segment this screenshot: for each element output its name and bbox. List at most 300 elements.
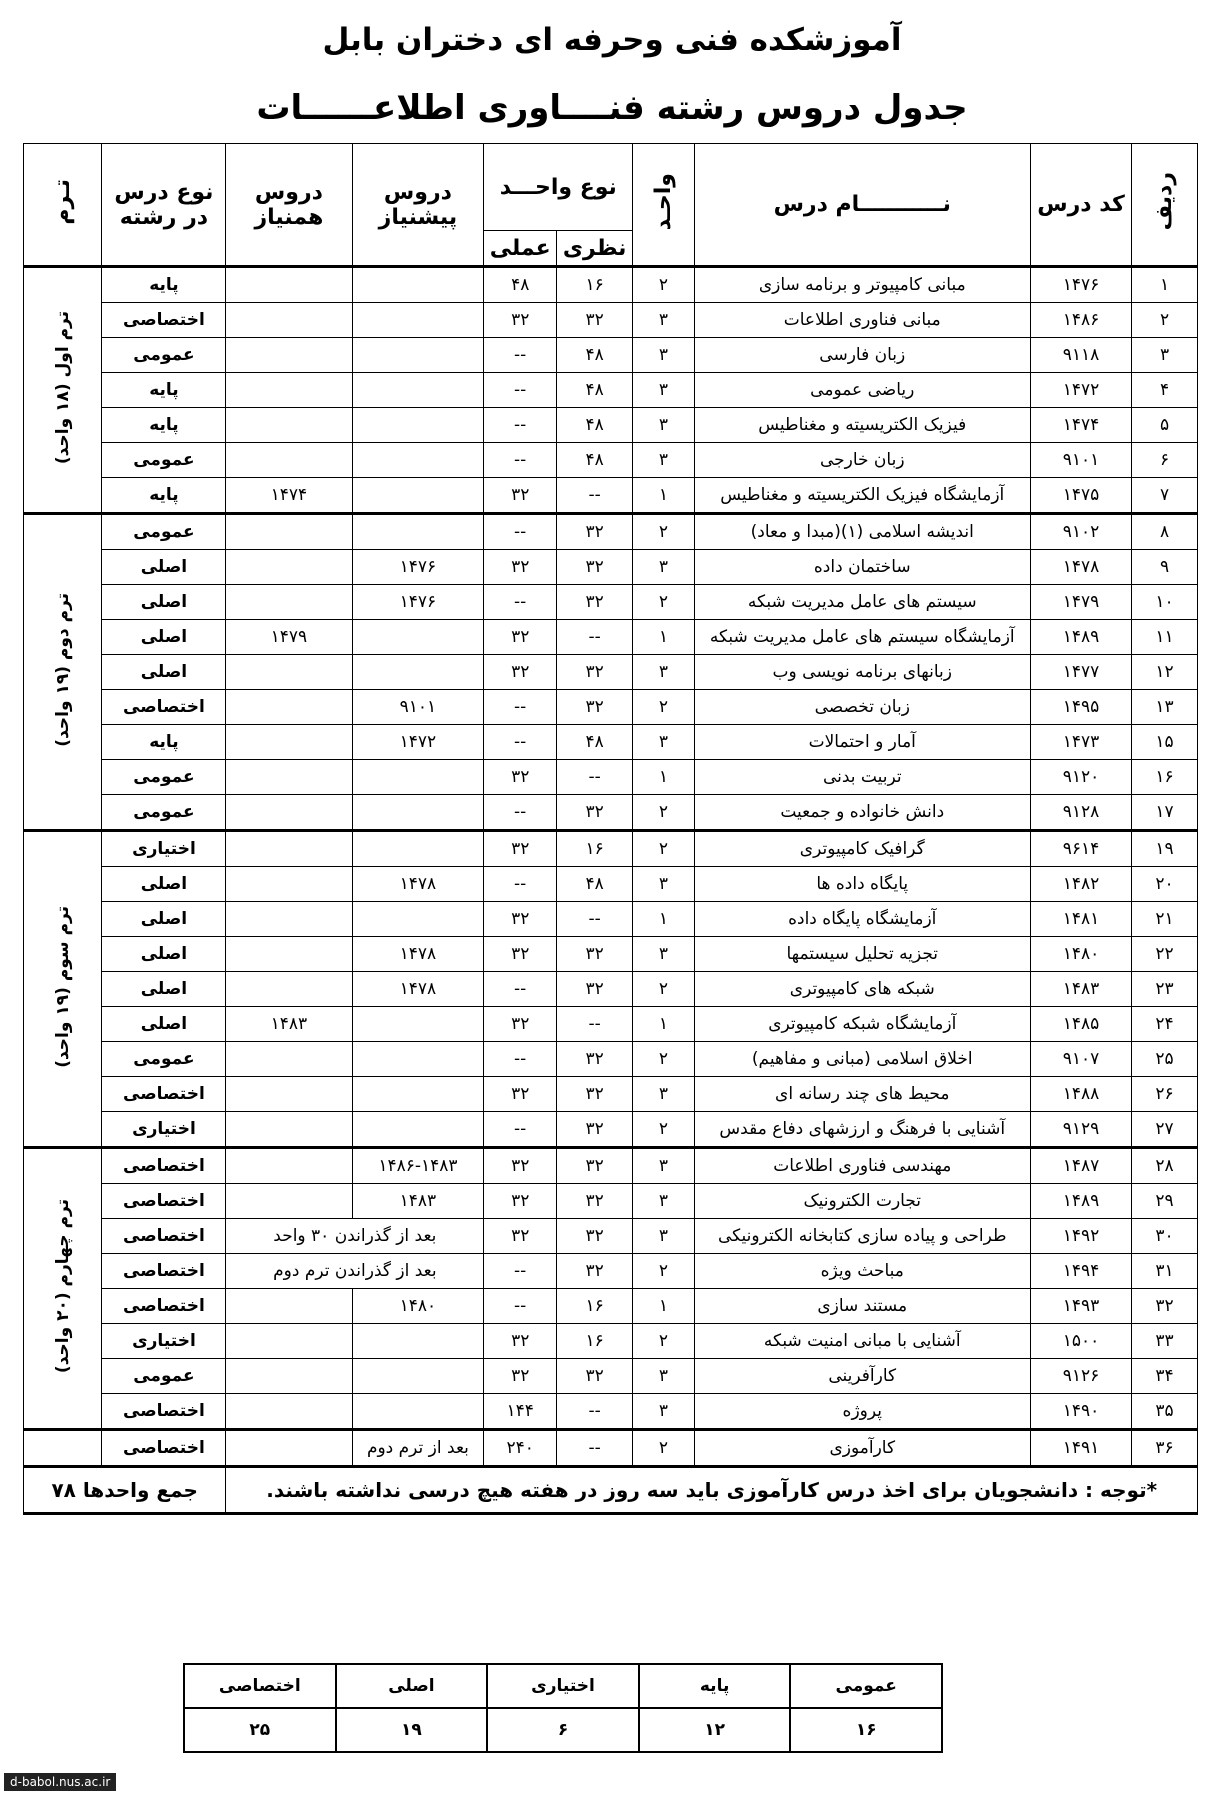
term-label: ترم چهارم (۲۰ واحد) <box>24 1148 102 1430</box>
table-row <box>24 1042 1198 1077</box>
corequisite <box>226 1324 352 1359</box>
prerequisite <box>352 443 484 478</box>
theory-hours: ۳۲ <box>557 1112 633 1148</box>
practical-hours: ۳۲ <box>484 655 557 690</box>
table-row <box>24 1148 1198 1184</box>
course-name: پروژه <box>694 1394 1030 1430</box>
summary-label: عمومی <box>790 1664 942 1708</box>
course-code: ۱۴۸۱ <box>1030 902 1131 937</box>
practical-hours: ۳۲ <box>484 902 557 937</box>
corequisite <box>226 550 352 585</box>
prerequisite <box>352 514 484 550</box>
summary-label: پایه <box>639 1664 791 1708</box>
course-type: اختصاصی <box>102 1289 226 1324</box>
corequisite <box>226 1042 352 1077</box>
theory-hours: ۱۶ <box>557 267 633 303</box>
course-name: زبانهای برنامه نویسی وب <box>694 655 1030 690</box>
theory-hours: ۳۲ <box>557 1254 633 1289</box>
table-row <box>24 831 1198 867</box>
course-units: ۲ <box>633 1254 694 1289</box>
corequisite <box>226 267 352 303</box>
course-units: ۲ <box>633 514 694 550</box>
theory-hours: ۳۲ <box>557 655 633 690</box>
corequisite <box>226 303 352 338</box>
table-row <box>24 1112 1198 1148</box>
course-code: ۱۴۷۸ <box>1030 550 1131 585</box>
course-units: ۲ <box>633 831 694 867</box>
summary-label: اختیاری <box>487 1664 639 1708</box>
theory-hours: ۴۸ <box>557 443 633 478</box>
page-title: آموزشکده فنی وحرفه ای دختران بابل <box>322 22 902 58</box>
course-units: ۲ <box>633 267 694 303</box>
course-name: پایگاه داده ها <box>694 867 1030 902</box>
practical-hours: ۳۲ <box>484 1324 557 1359</box>
table-row <box>24 760 1198 795</box>
course-name: آزمایشگاه فیزیک الکتریسیته و مغناطیس <box>694 478 1030 514</box>
prerequisite <box>352 831 484 867</box>
course-name: تربیت بدنی <box>694 760 1030 795</box>
course-type: اختصاصی <box>102 1219 226 1254</box>
course-type: پایه <box>102 478 226 514</box>
practical-hours: -- <box>484 795 557 831</box>
course-units: ۱ <box>633 1007 694 1042</box>
row-number: ۳۴ <box>1132 1359 1198 1394</box>
practical-hours: -- <box>484 725 557 760</box>
course-name: کارآموزی <box>694 1430 1030 1467</box>
course-name: ساختمان داده <box>694 550 1030 585</box>
row-number: ۳ <box>1132 338 1198 373</box>
course-name: تجزیه تحلیل سیستمها <box>694 937 1030 972</box>
theory-hours: ۴۸ <box>557 725 633 760</box>
prerequisite: ۱۴۷۸ <box>352 937 484 972</box>
practical-hours: -- <box>484 408 557 443</box>
course-code: ۱۴۸۳ <box>1030 972 1131 1007</box>
course-name: اندیشه اسلامی (۱)(مبدا و معاد) <box>694 514 1030 550</box>
course-type: اختصاصی <box>102 1430 226 1467</box>
corequisite <box>226 1394 352 1430</box>
theory-hours: ۳۲ <box>557 1359 633 1394</box>
row-number: ۱۳ <box>1132 690 1198 725</box>
theory-hours: -- <box>557 1430 633 1467</box>
course-type: عمومی <box>102 760 226 795</box>
course-units: ۱ <box>633 620 694 655</box>
course-units: ۳ <box>633 1184 694 1219</box>
table-row <box>24 902 1198 937</box>
theory-hours: -- <box>557 1394 633 1430</box>
course-units: ۱ <box>633 478 694 514</box>
practical-hours: ۳۲ <box>484 1184 557 1219</box>
theory-hours: ۴۸ <box>557 338 633 373</box>
row-number: ۳۰ <box>1132 1219 1198 1254</box>
prerequisite <box>352 1359 484 1394</box>
course-units: ۱ <box>633 902 694 937</box>
prerequisite <box>352 1077 484 1112</box>
course-type: عمومی <box>102 338 226 373</box>
course-code: ۱۴۷۹ <box>1030 585 1131 620</box>
corequisite <box>226 1430 352 1467</box>
practical-hours: ۳۲ <box>484 1219 557 1254</box>
prerequisite <box>352 303 484 338</box>
prerequisite <box>352 1112 484 1148</box>
course-code: ۹۱۲۰ <box>1030 760 1131 795</box>
course-code: ۹۱۰۲ <box>1030 514 1131 550</box>
corequisite <box>226 972 352 1007</box>
header-code: کد درس <box>1030 144 1131 267</box>
theory-hours: -- <box>557 760 633 795</box>
course-units: ۲ <box>633 972 694 1007</box>
table-row <box>24 1324 1198 1359</box>
course-name: شبکه های کامپیوتری <box>694 972 1030 1007</box>
course-type: اصلی <box>102 655 226 690</box>
course-code: ۱۴۸۰ <box>1030 937 1131 972</box>
course-type: اختیاری <box>102 831 226 867</box>
corequisite <box>226 1077 352 1112</box>
prerequisite: ۱۴۷۶ <box>352 585 484 620</box>
corequisite <box>226 937 352 972</box>
row-number: ۳۵ <box>1132 1394 1198 1430</box>
summary-label: اصلی <box>336 1664 488 1708</box>
course-name: کارآفرینی <box>694 1359 1030 1394</box>
course-units: ۳ <box>633 1219 694 1254</box>
corequisite <box>226 1289 352 1324</box>
table-row <box>24 514 1198 550</box>
course-units: ۳ <box>633 338 694 373</box>
course-type: اصلی <box>102 867 226 902</box>
course-type: اختصاصی <box>102 1148 226 1184</box>
prerequisite: ۹۱۰۱ <box>352 690 484 725</box>
table-row <box>24 655 1198 690</box>
corequisite <box>226 373 352 408</box>
summary-value: ۱۹ <box>336 1708 488 1752</box>
course-code: ۹۱۰۱ <box>1030 443 1131 478</box>
term-label: ترم سوم (۱۹ واحد) <box>24 831 102 1148</box>
course-code: ۱۴۸۹ <box>1030 1184 1131 1219</box>
course-type: اختصاصی <box>102 303 226 338</box>
prerequisite <box>352 760 484 795</box>
course-units: ۳ <box>633 303 694 338</box>
course-type: پایه <box>102 373 226 408</box>
prerequisite <box>352 1394 484 1430</box>
summary-value: ۱۲ <box>639 1708 791 1752</box>
course-type: اصلی <box>102 902 226 937</box>
course-units: ۳ <box>633 373 694 408</box>
prerequisite <box>352 478 484 514</box>
prerequisite <box>352 795 484 831</box>
theory-hours: -- <box>557 902 633 937</box>
course-name: آشنایی با مبانی امنیت شبکه <box>694 1324 1030 1359</box>
course-type: اختصاصی <box>102 1394 226 1430</box>
course-code: ۱۴۷۷ <box>1030 655 1131 690</box>
course-code: ۹۱۰۷ <box>1030 1042 1131 1077</box>
course-name: آزمایشگاه شبکه کامپیوتری <box>694 1007 1030 1042</box>
table-row <box>24 267 1198 303</box>
course-name: مبانی کامپیوتر و برنامه سازی <box>694 267 1030 303</box>
summary-label: اختصاصی <box>184 1664 336 1708</box>
theory-hours: ۱۶ <box>557 1289 633 1324</box>
course-name: فیزیک الکتریسیته و مغناطیس <box>694 408 1030 443</box>
header-prereq: دروس پیشنیاز <box>352 144 484 267</box>
prerequisite <box>352 902 484 937</box>
course-units: ۳ <box>633 1148 694 1184</box>
course-units: ۲ <box>633 1112 694 1148</box>
course-code: ۱۴۷۵ <box>1030 478 1131 514</box>
course-units: ۳ <box>633 655 694 690</box>
course-name: آمار و احتمالات <box>694 725 1030 760</box>
course-units: ۳ <box>633 1359 694 1394</box>
course-type: اختصاصی <box>102 1254 226 1289</box>
course-code: ۹۱۲۶ <box>1030 1359 1131 1394</box>
course-code: ۱۴۸۶ <box>1030 303 1131 338</box>
course-units: ۱ <box>633 1289 694 1324</box>
corequisite <box>226 443 352 478</box>
course-code: ۱۴۸۹ <box>1030 620 1131 655</box>
theory-hours: ۴۸ <box>557 373 633 408</box>
course-code: ۱۴۹۲ <box>1030 1219 1131 1254</box>
table-row <box>24 443 1198 478</box>
course-name: دانش خانواده و جمعیت <box>694 795 1030 831</box>
header-practical: عملی <box>484 231 557 267</box>
summary-value: ۶ <box>487 1708 639 1752</box>
term-label: ترم دوم (۱۹ واحد) <box>24 514 102 831</box>
header-coreq: دروس همنیاز <box>226 144 352 267</box>
course-code: ۹۱۲۹ <box>1030 1112 1131 1148</box>
corequisite <box>226 1359 352 1394</box>
practical-hours: -- <box>484 514 557 550</box>
row-number: ۱۷ <box>1132 795 1198 831</box>
table-row <box>24 795 1198 831</box>
prerequisite <box>352 655 484 690</box>
course-type: اصلی <box>102 972 226 1007</box>
practical-hours: -- <box>484 585 557 620</box>
practical-hours: ۳۲ <box>484 1148 557 1184</box>
practical-hours: ۳۲ <box>484 1007 557 1042</box>
practical-hours: ۴۸ <box>484 267 557 303</box>
corequisite: ۱۴۷۹ <box>226 620 352 655</box>
header-radif: ردیف <box>1132 144 1198 267</box>
course-type: اصلی <box>102 585 226 620</box>
course-type: اختصاصی <box>102 1077 226 1112</box>
corequisite <box>226 1148 352 1184</box>
prerequisite-note: بعد از گذراندن ۳۰ واحد <box>226 1219 484 1254</box>
prerequisite <box>352 408 484 443</box>
row-number: ۲۳ <box>1132 972 1198 1007</box>
total-units: جمع واحدها ۷۸ <box>24 1467 226 1514</box>
table-row <box>24 1219 1198 1254</box>
header-term: تـرم <box>24 144 102 267</box>
corequisite <box>226 1184 352 1219</box>
table-row <box>24 690 1198 725</box>
row-number: ۴ <box>1132 373 1198 408</box>
row-number: ۸ <box>1132 514 1198 550</box>
row-number: ۲۷ <box>1132 1112 1198 1148</box>
practical-hours: ۲۴۰ <box>484 1430 557 1467</box>
course-type: عمومی <box>102 1359 226 1394</box>
course-units: ۳ <box>633 443 694 478</box>
course-code: ۱۴۷۳ <box>1030 725 1131 760</box>
course-code: ۱۴۸۷ <box>1030 1148 1131 1184</box>
corequisite <box>226 760 352 795</box>
term-label: ترم اول (۱۸ واحد) <box>24 267 102 514</box>
practical-hours: -- <box>484 1289 557 1324</box>
course-name: طراحی و پیاده سازی کتابخانه الکترونیکی <box>694 1219 1030 1254</box>
row-number: ۳۱ <box>1132 1254 1198 1289</box>
prerequisite <box>352 1324 484 1359</box>
theory-hours: -- <box>557 620 633 655</box>
row-number: ۷ <box>1132 478 1198 514</box>
course-units: ۲ <box>633 1324 694 1359</box>
course-name: مهندسی فناوری اطلاعات <box>694 1148 1030 1184</box>
corequisite <box>226 795 352 831</box>
prerequisite: ۱۴۸۶-۱۴۸۳ <box>352 1148 484 1184</box>
table-row <box>24 408 1198 443</box>
row-number: ۵ <box>1132 408 1198 443</box>
row-number: ۳۶ <box>1132 1430 1198 1467</box>
header-name: نـــــــــــام درس <box>694 144 1030 267</box>
course-type: پایه <box>102 408 226 443</box>
table-row <box>24 867 1198 902</box>
course-type: اصلی <box>102 550 226 585</box>
theory-hours: ۳۲ <box>557 303 633 338</box>
course-units: ۲ <box>633 690 694 725</box>
prerequisite: ۱۴۷۶ <box>352 550 484 585</box>
course-type: عمومی <box>102 514 226 550</box>
table-row <box>24 478 1198 514</box>
practical-hours: -- <box>484 373 557 408</box>
prerequisite <box>352 1042 484 1077</box>
row-number: ۲۸ <box>1132 1148 1198 1184</box>
practical-hours: -- <box>484 972 557 1007</box>
prerequisite <box>352 1007 484 1042</box>
course-units: ۳ <box>633 408 694 443</box>
course-units: ۳ <box>633 1394 694 1430</box>
corequisite <box>226 902 352 937</box>
corequisite <box>226 338 352 373</box>
theory-hours: -- <box>557 478 633 514</box>
practical-hours: -- <box>484 1042 557 1077</box>
course-type: عمومی <box>102 443 226 478</box>
row-number: ۱۰ <box>1132 585 1198 620</box>
course-code: ۱۴۸۲ <box>1030 867 1131 902</box>
row-number: ۱۹ <box>1132 831 1198 867</box>
course-code: ۱۴۹۰ <box>1030 1394 1131 1430</box>
header-theory: نظری <box>557 231 633 267</box>
theory-hours: ۳۲ <box>557 585 633 620</box>
row-number: ۲۴ <box>1132 1007 1198 1042</box>
course-code: ۱۴۷۲ <box>1030 373 1131 408</box>
prerequisite: ۱۴۸۳ <box>352 1184 484 1219</box>
course-units: ۲ <box>633 1430 694 1467</box>
course-units: ۱ <box>633 760 694 795</box>
prerequisite <box>352 267 484 303</box>
theory-hours: ۳۲ <box>557 1184 633 1219</box>
table-row <box>24 1007 1198 1042</box>
table-row <box>24 1254 1198 1289</box>
row-number: ۹ <box>1132 550 1198 585</box>
table-row <box>24 1430 1198 1467</box>
table-row <box>24 373 1198 408</box>
theory-hours: -- <box>557 1007 633 1042</box>
row-number: ۲۶ <box>1132 1077 1198 1112</box>
corequisite <box>226 831 352 867</box>
theory-hours: ۳۲ <box>557 1219 633 1254</box>
practical-hours: -- <box>484 443 557 478</box>
course-units: ۳ <box>633 725 694 760</box>
course-code: ۹۶۱۴ <box>1030 831 1131 867</box>
prerequisite <box>352 338 484 373</box>
corequisite <box>226 725 352 760</box>
course-code: ۹۱۱۸ <box>1030 338 1131 373</box>
practical-hours: ۳۲ <box>484 550 557 585</box>
course-name: محیط های چند رسانه ای <box>694 1077 1030 1112</box>
row-number: ۱۱ <box>1132 620 1198 655</box>
course-name: زبان فارسی <box>694 338 1030 373</box>
course-units: ۳ <box>633 550 694 585</box>
course-type: اصلی <box>102 937 226 972</box>
course-units: ۲ <box>633 585 694 620</box>
course-code: ۹۱۲۸ <box>1030 795 1131 831</box>
course-code: ۱۴۸۸ <box>1030 1077 1131 1112</box>
course-code: ۱۵۰۰ <box>1030 1324 1131 1359</box>
course-type: اختیاری <box>102 1112 226 1148</box>
course-code: ۱۴۸۵ <box>1030 1007 1131 1042</box>
prerequisite: ۱۴۷۲ <box>352 725 484 760</box>
course-units: ۲ <box>633 1042 694 1077</box>
course-units: ۳ <box>633 867 694 902</box>
prerequisite <box>352 620 484 655</box>
course-code: ۱۴۹۱ <box>1030 1430 1131 1467</box>
table-row <box>24 1289 1198 1324</box>
practical-hours: ۳۲ <box>484 937 557 972</box>
table-row <box>24 303 1198 338</box>
theory-hours: ۳۲ <box>557 690 633 725</box>
course-type: اختصاصی <box>102 690 226 725</box>
corequisite <box>226 408 352 443</box>
practical-hours: ۳۲ <box>484 831 557 867</box>
table-row <box>24 972 1198 1007</box>
row-number: ۲۱ <box>1132 902 1198 937</box>
table-row <box>24 1359 1198 1394</box>
corequisite: ۱۴۷۴ <box>226 478 352 514</box>
courses-table <box>23 143 1198 1515</box>
theory-hours: ۴۸ <box>557 867 633 902</box>
theory-hours: ۳۲ <box>557 937 633 972</box>
corequisite <box>226 867 352 902</box>
table-row <box>24 620 1198 655</box>
summary-value: ۲۵ <box>184 1708 336 1752</box>
theory-hours: ۳۲ <box>557 1077 633 1112</box>
theory-hours: ۱۶ <box>557 1324 633 1359</box>
course-name: آزمایشگاه سیستم های عامل مدیریت شبکه <box>694 620 1030 655</box>
theory-hours: ۳۲ <box>557 795 633 831</box>
row-number: ۱۵ <box>1132 725 1198 760</box>
course-code: ۱۴۷۴ <box>1030 408 1131 443</box>
prerequisite: ۱۴۷۸ <box>352 972 484 1007</box>
table-row <box>24 1394 1198 1430</box>
table-row <box>24 1184 1198 1219</box>
practical-hours: ۳۲ <box>484 478 557 514</box>
corequisite <box>226 514 352 550</box>
table-row <box>24 937 1198 972</box>
course-type: اختصاصی <box>102 1184 226 1219</box>
course-name: مباحث ویژه <box>694 1254 1030 1289</box>
row-number: ۲۵ <box>1132 1042 1198 1077</box>
practical-hours: ۳۲ <box>484 1359 557 1394</box>
course-type: عمومی <box>102 1042 226 1077</box>
table-row <box>24 550 1198 585</box>
course-name: ریاضی عمومی <box>694 373 1030 408</box>
theory-hours: ۴۸ <box>557 408 633 443</box>
table-row <box>24 338 1198 373</box>
